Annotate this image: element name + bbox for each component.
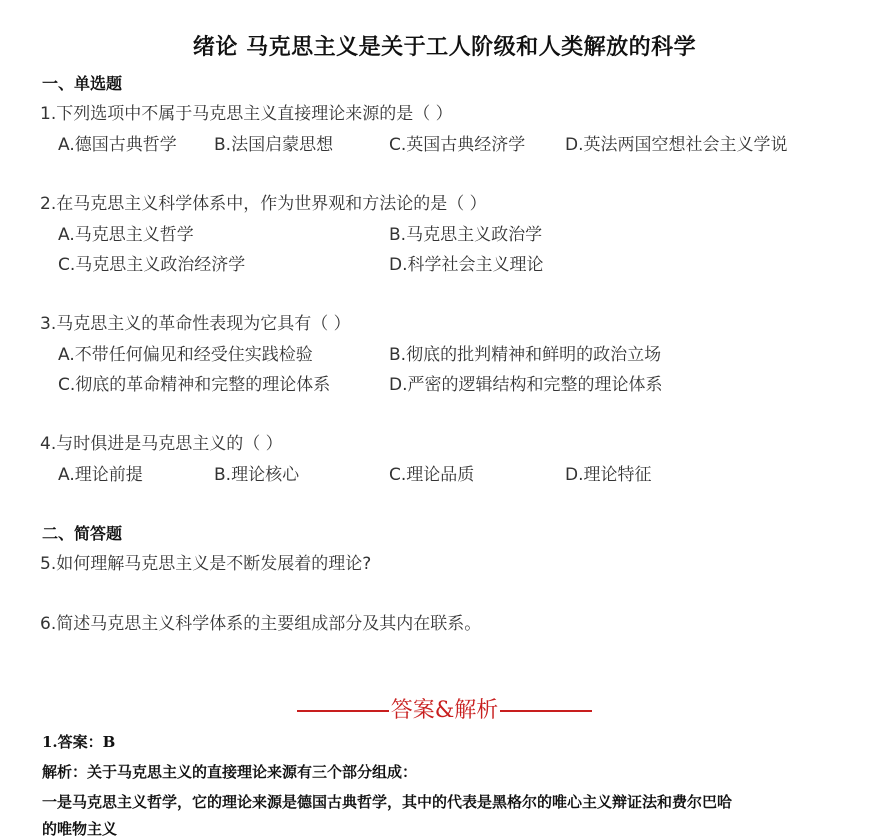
question-stem: 1.下列选项中不属于马克思主义直接理论来源的是（ ）	[40, 104, 453, 124]
short-question: 6.简述马克思主义科学体系的主要组成部分及其内在联系。	[40, 614, 482, 634]
analysis-intro: 解析：关于马克思主义的直接理论来源有三个部分组成：	[42, 763, 418, 781]
option-d: D.科学社会主义理论	[389, 255, 544, 275]
option-d: D.英法两国空想社会主义学说	[565, 135, 788, 155]
answer-1: 1.答案：B	[42, 733, 116, 751]
option-c: C.马克思主义政治经济学	[58, 255, 246, 275]
option-c: C.理论品质	[389, 465, 475, 485]
banner-rule-right	[500, 710, 592, 712]
section-heading-single-choice: 一、单选题	[42, 74, 123, 93]
option-c: C.英国古典经济学	[389, 135, 526, 155]
option-d: D.严密的逻辑结构和完整的理论体系	[389, 375, 663, 395]
option-d: D.理论特征	[565, 465, 652, 485]
analysis-line: 的唯物主义	[42, 820, 118, 838]
option-b: B.法国启蒙思想	[214, 135, 334, 155]
option-a: A.德国古典哲学	[58, 135, 177, 155]
page-title: 绪论 马克思主义是关于工人阶级和人类解放的科学	[192, 35, 697, 60]
banner-rule-left	[297, 710, 389, 712]
option-a: A.不带任何偏见和经受住实践检验	[58, 345, 313, 365]
option-b: B.马克思主义政治学	[389, 225, 543, 245]
analysis-line: 一是马克思主义哲学，它的理论来源是德国古典哲学，其中的代表是黑格尔的唯心主义辩证法和费尔巴哈	[42, 793, 733, 811]
short-question: 5.如何理解马克思主义是不断发展着的理论?	[40, 554, 372, 574]
option-a: A.马克思主义哲学	[58, 225, 194, 245]
option-c: C.彻底的革命精神和完整的理论体系	[58, 375, 331, 395]
section-heading-short-answer: 二、简答题	[42, 524, 123, 543]
question-stem: 3.马克思主义的革命性表现为它具有（ ）	[40, 314, 351, 334]
option-b: B.彻底的批判精神和鲜明的政治立场	[389, 345, 662, 365]
question-stem: 4.与时俱进是马克思主义的（ ）	[40, 434, 283, 454]
answer-banner-label: 答案&解析	[390, 698, 499, 723]
option-a: A.理论前提	[58, 465, 143, 485]
question-stem: 2.在马克思主义科学体系中，作为世界观和方法论的是（ ）	[40, 194, 487, 214]
option-b: B.理论核心	[214, 465, 300, 485]
answer-banner	[0, 693, 889, 724]
